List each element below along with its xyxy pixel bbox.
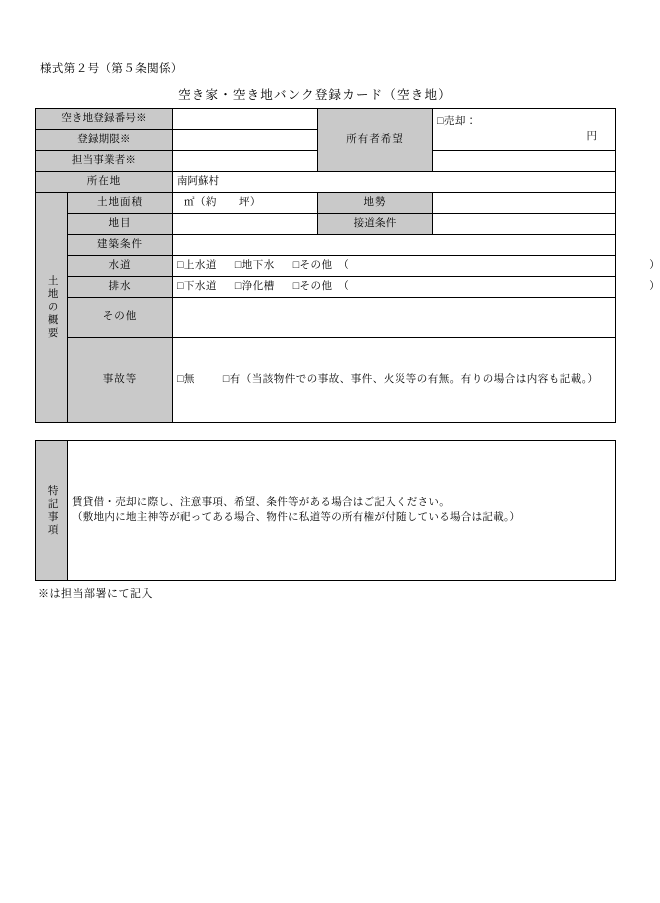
owner-wish-second-cell[interactable] bbox=[433, 151, 616, 172]
label-land-area: 土地面積 bbox=[68, 193, 173, 214]
drainage-options bbox=[177, 281, 660, 292]
section-label-land-outline-text: 土地の概要 bbox=[46, 275, 58, 340]
label-land-category: 地目 bbox=[68, 214, 173, 235]
section-label-remarks bbox=[36, 441, 68, 581]
table-row bbox=[36, 441, 616, 581]
value-other[interactable] bbox=[173, 298, 616, 338]
label-registration-deadline: 登録期限※ bbox=[36, 130, 173, 151]
value-land-category[interactable] bbox=[173, 214, 318, 235]
owner-wish-sale-label: □売却： bbox=[437, 116, 477, 128]
registration-card-table bbox=[35, 108, 660, 423]
checkbox-water-other[interactable]: □その他 （ bbox=[292, 259, 350, 271]
value-water-supply[interactable] bbox=[173, 256, 660, 277]
table-row bbox=[36, 235, 616, 256]
label-building-condition: 建築条件 bbox=[68, 235, 173, 256]
value-accident[interactable] bbox=[173, 338, 616, 423]
drainage-other-close-paren: ） bbox=[649, 280, 660, 292]
remarks-table bbox=[35, 440, 616, 581]
value-road-condition[interactable] bbox=[433, 214, 616, 235]
table-row bbox=[36, 277, 616, 298]
table-row bbox=[36, 256, 616, 277]
table-row bbox=[36, 214, 616, 235]
owner-wish-currency: 円 bbox=[586, 130, 598, 142]
table-row bbox=[36, 172, 616, 193]
value-land-area[interactable] bbox=[173, 193, 318, 214]
label-water-supply: 水道 bbox=[68, 256, 173, 277]
value-terrain[interactable] bbox=[433, 193, 616, 214]
table-row bbox=[36, 193, 616, 214]
section-label-land-outline bbox=[36, 193, 68, 423]
table-row bbox=[36, 298, 616, 338]
table-row bbox=[36, 109, 616, 130]
section-label-remarks-text: 特記事項 bbox=[46, 484, 58, 537]
value-remarks[interactable] bbox=[68, 441, 616, 581]
value-registration-deadline[interactable] bbox=[173, 130, 318, 151]
label-responsible-company: 担当事業者※ bbox=[36, 151, 173, 172]
checkbox-water-tap[interactable]: □上水道 bbox=[177, 259, 217, 271]
remarks-line-2: （敷地内に地主神等が祀ってある場合、物件に私道等の所有権が付随している場合は記載。） bbox=[72, 511, 521, 523]
checkbox-drainage-sewer[interactable]: □下水道 bbox=[177, 280, 217, 292]
value-building-condition[interactable] bbox=[173, 235, 616, 256]
label-location: 所在地 bbox=[36, 172, 173, 193]
label-drainage: 排水 bbox=[68, 277, 173, 298]
owner-wish-sale-cell[interactable] bbox=[433, 109, 616, 151]
value-responsible-company[interactable] bbox=[173, 151, 318, 172]
label-registration-number: 空き地登録番号※ bbox=[36, 109, 173, 130]
value-location[interactable]: 南阿蘇村 bbox=[173, 172, 616, 193]
footer-note: ※は担当部署にて記入 bbox=[38, 588, 153, 600]
value-registration-number[interactable] bbox=[173, 109, 318, 130]
land-area-units: ㎡（約 坪） bbox=[184, 196, 262, 208]
form-number: 様式第２号（第５条関係） bbox=[40, 63, 183, 75]
document-title: 空き家・空き地バンク登録カード（空き地） bbox=[178, 88, 452, 102]
table-row bbox=[36, 338, 616, 423]
label-terrain: 地勢 bbox=[318, 193, 433, 214]
label-accident: 事故等 bbox=[68, 338, 173, 423]
checkbox-drainage-other[interactable]: □その他 （ bbox=[292, 280, 350, 292]
label-other: その他 bbox=[68, 298, 173, 338]
checkbox-water-ground[interactable]: □地下水 bbox=[234, 259, 275, 271]
label-owner-wish: 所有者希望 bbox=[318, 109, 433, 172]
water-supply-options bbox=[177, 260, 660, 271]
label-road-condition: 接道条件 bbox=[318, 214, 433, 235]
checkbox-accident-none[interactable]: □無 bbox=[177, 373, 195, 385]
checkbox-drainage-septic[interactable]: □浄化槽 bbox=[234, 280, 275, 292]
water-other-close-paren: ） bbox=[649, 259, 660, 271]
value-drainage[interactable] bbox=[173, 277, 660, 298]
remarks-line-1: 賃貸借・売却に際し、注意事項、希望、条件等がある場合はご記入ください。 bbox=[72, 497, 450, 509]
checkbox-accident-yes[interactable]: □有（当該物件での事故、事件、火災等の有無。有りの場合は内容も記載。） bbox=[222, 373, 599, 385]
accident-options bbox=[177, 374, 598, 385]
